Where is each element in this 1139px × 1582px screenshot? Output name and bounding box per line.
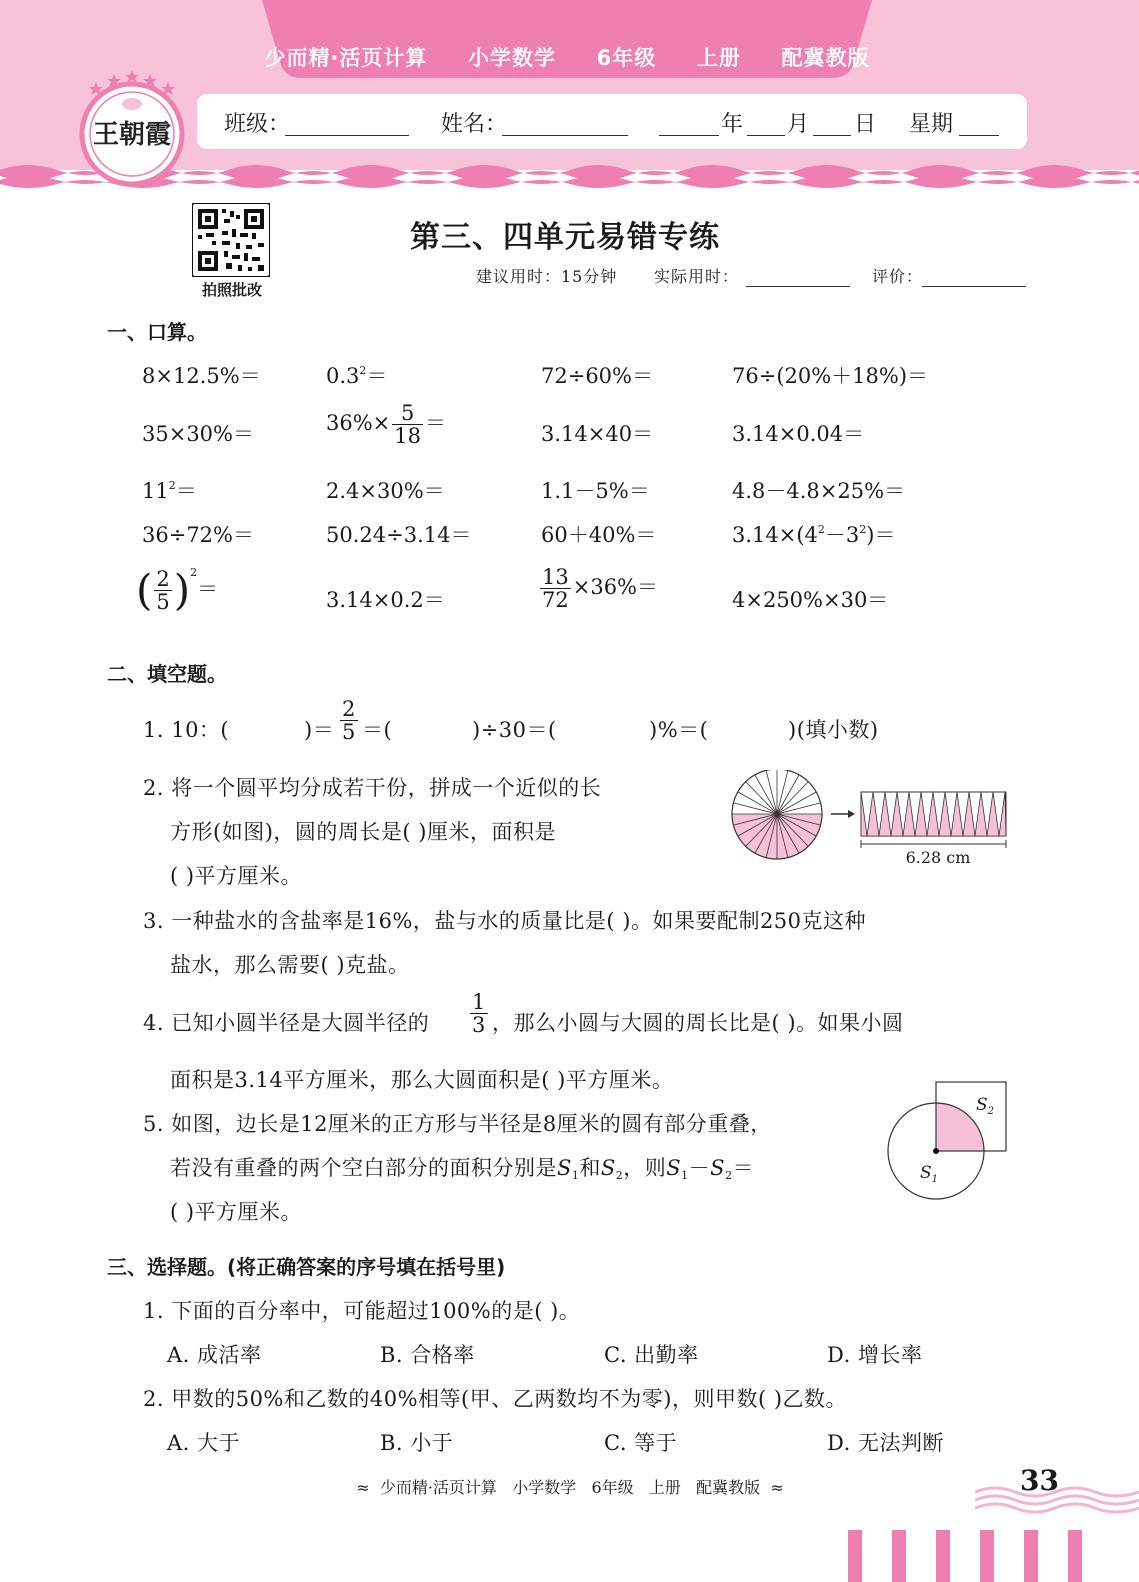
fill-q1-part-d: )÷30＝( (472, 718, 557, 742)
fill-q1-part-c: ＝( (362, 718, 393, 742)
calc-item: 4.8－4.8×25%＝ (732, 479, 906, 503)
choice-q1-option-a[interactable]: A. 成活率 (167, 1343, 262, 1367)
choice-q1-option-c[interactable]: C. 出勤率 (604, 1343, 699, 1367)
class-label: 班级： (224, 112, 291, 137)
choice-q1-option-b[interactable]: B. 合格率 (380, 1343, 475, 1367)
square-circle-overlap-figure (884, 1078, 1019, 1203)
fill-q1-part-b: )＝ (304, 718, 335, 742)
suggested-time: 建议用时：15分钟 (476, 267, 618, 286)
calc-item: 4×250%×30＝ (732, 588, 889, 612)
calc-item: 3.14×0.04＝ (732, 422, 865, 446)
choice-q2-option-b[interactable]: B. 小于 (380, 1431, 454, 1455)
calc-item: 3.14×0.2＝ (326, 588, 445, 612)
fill-q4-line1a: 4. 已知小圆半径是大圆半径的 (143, 1011, 430, 1035)
actual-time-field[interactable] (746, 286, 850, 287)
calc-item: 36÷72%＝ (142, 523, 254, 547)
fill-q4-fraction: $\frac{1}{3}$ (472, 990, 486, 1038)
calc-item: 1.1－5%＝ (541, 479, 650, 503)
svg-text:S1: $S_1$ (920, 1163, 939, 1185)
circle-to-rectangle-figure (728, 770, 1013, 875)
fill-q3-line2: 盐水，那么需要( )克盐。 (170, 953, 410, 977)
fill-q2-line3: ( )平方厘米。 (170, 864, 303, 888)
fill-q4-line1b: ，那么小圆与大圆的周长比是( )。如果小圆 (492, 1011, 904, 1035)
fill-q1-part-e: )%＝( (649, 718, 709, 742)
choice-q1-stem: 1. 下面的百分率中，可能超过100%的是( )。 (143, 1299, 581, 1323)
choice-q2-stem: 2. 甲数的50%和乙数的40%相等(甲、乙两数均不为零)，则甲数( )乙数。 (143, 1387, 848, 1411)
day-field[interactable] (813, 135, 851, 136)
choice-q1-option-d[interactable]: D. 增长率 (827, 1343, 923, 1367)
footer-series: ≈ 少而精·活页计算 小学数学 6年级 上册 配冀教版 ≈ (356, 1478, 784, 1497)
calc-item: 8×12.5%＝ (142, 364, 261, 388)
fill-q1-fraction: $\frac{2}{5}$ (342, 697, 356, 745)
svg-text:6.28 cm: 6.28 cm (905, 848, 971, 867)
calc-item: $0.3^2=$ (326, 364, 388, 388)
page-number: 33 (1020, 1464, 1059, 1497)
name-field[interactable] (502, 135, 628, 136)
calc-item: 76÷(20%＋18%)＝ (732, 364, 929, 388)
section1-heading: 一、口算。 (107, 320, 207, 344)
student-info-box (197, 94, 1027, 149)
series-title: 少而精·活页计算 小学数学 6年级 上册 配冀教版 (264, 46, 870, 70)
calc-item: 50.24÷3.14＝ (326, 523, 472, 547)
page-title: 第三、四单元易错专练 (410, 220, 720, 255)
choice-q2-option-c[interactable]: C. 等于 (604, 1431, 678, 1455)
weekday-label: 星期 (909, 112, 954, 137)
calc-item: $\frac{13}{72}$ ×36%＝ (542, 565, 659, 613)
fill-q5-line1: 5. 如图，边长是12厘米的正方形与半径是8厘米的圆有部分重叠， (143, 1112, 772, 1136)
rating-field[interactable] (922, 286, 1026, 287)
section3-heading: 三、选择题。(将正确答案的序号填在括号里) (107, 1255, 506, 1279)
year-field[interactable] (659, 135, 719, 136)
choice-q2-option-d[interactable]: D. 无法判断 (827, 1431, 944, 1455)
month-field[interactable] (747, 135, 785, 136)
calc-item: $11^2=$ (142, 479, 197, 503)
year-label: 年 (721, 112, 744, 137)
calc-item: 72÷60%＝ (541, 364, 653, 388)
brand-logo (76, 68, 188, 190)
name-label: 姓名： (441, 112, 508, 137)
fill-q5-line3: ( )平方厘米。 (170, 1200, 303, 1224)
calc-item: $3.14\times(4^2-3^2)=$ (732, 523, 896, 547)
calc-item: 60＋40%＝ (541, 523, 657, 547)
calc-item: 3.14×40＝ (541, 422, 654, 446)
qr-label: 拍照批改 (201, 281, 262, 299)
weekday-field[interactable] (959, 135, 999, 136)
fill-q1-part-a: 1. 10：( (143, 718, 230, 742)
section2-heading: 二、填空题。 (107, 662, 227, 686)
rating-label: 评价： (872, 267, 924, 286)
fill-q3-line1: 3. 一种盐水的含盐率是16%，盐与水的质量比是( )。如果要配制250克这种 (143, 909, 867, 933)
choice-q2-option-a[interactable]: A. 大于 (167, 1431, 241, 1455)
month-label: 月 (787, 112, 810, 137)
page-edge-tabs (848, 1530, 1088, 1582)
fill-q2-line1: 2. 将一个圆平均分成若干份，拼成一个近似的长 (143, 776, 602, 800)
actual-time-label: 实际用时： (654, 267, 740, 286)
fill-q1-part-f: )(填小数) (788, 718, 879, 742)
fill-q2-line2: 方形(如图)，圆的周长是( )厘米，面积是 (170, 820, 556, 844)
qr-code[interactable] (192, 203, 270, 277)
svg-text:S2: $S_2$ (976, 1095, 995, 1117)
fill-q4-line2: 面积是3.14平方厘米，那么大圆面积是( )平方厘米。 (170, 1068, 674, 1092)
calc-item: 2.4×30%＝ (326, 479, 445, 503)
calc-item: ( $\frac{2}{5}$ )$^2$＝ (136, 565, 219, 615)
day-label: 日 (854, 112, 877, 137)
calc-item: 35×30%＝ (142, 422, 254, 446)
calc-item: 36%× $\frac{5}{18}$ ＝ (326, 401, 447, 449)
class-field[interactable] (285, 135, 409, 136)
svg-text:王朝霞: 王朝霞 (92, 120, 172, 150)
fill-q5-line2: 若没有重叠的两个空白部分的面积分别是$S_1$和$S_2$，则$S_1-S_2=$ (170, 1156, 755, 1182)
